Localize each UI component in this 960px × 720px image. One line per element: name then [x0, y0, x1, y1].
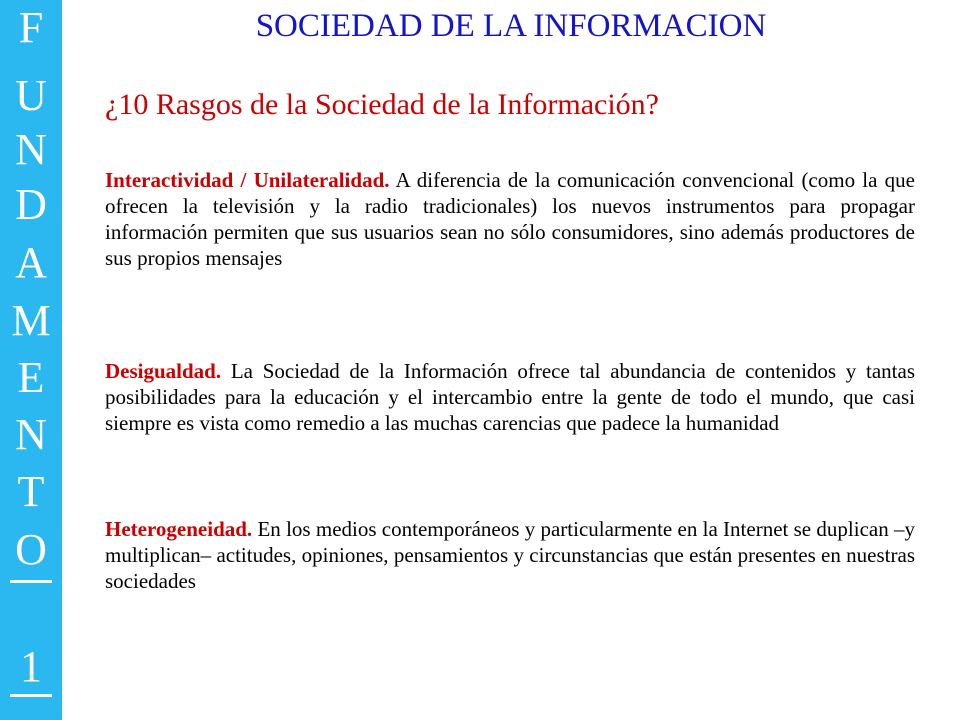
banner-letter-u: U — [15, 71, 47, 120]
banner-letter-t: T — [17, 467, 45, 516]
slide-title: SOCIEDAD DE LA INFORMACION — [255, 8, 767, 44]
banner-letter-d: D — [15, 180, 47, 229]
term-interactividad: Interactividad / Unilateralidad. — [105, 168, 390, 192]
slide-subtitle: ¿10 Rasgos de la Sociedad de la Información? — [105, 88, 659, 121]
paragraph-heterogeneidad — [105, 516, 915, 594]
text-heterogeneidad: En los medios contemporáneos y particularmente en la Internet se duplican –y multiplican– actitudes, opiniones, pensamientos y circunstancias que están presentes en nuestras sociedades — [105, 517, 915, 593]
vertical-banner — [0, 0, 62, 720]
banner-letter-a: A — [15, 238, 47, 287]
banner-letter-e: E — [17, 353, 45, 402]
paragraph-desigualdad — [105, 358, 915, 436]
term-desigualdad: Desigualdad. — [105, 359, 222, 383]
banner-letter-n2: N — [15, 410, 47, 459]
banner-letter-m: M — [11, 296, 51, 345]
paragraph-interactividad — [105, 167, 915, 271]
text-desigualdad: La Sociedad de la Información ofrece tal abundancia de contenidos y tantas posibilidades para la educación y el intercambio entre la gente de todo el mundo, que casi siempre es vista como remedio a las muchas carencias que padece la humanidad — [105, 359, 915, 435]
banner-underline — [10, 580, 52, 583]
banner-letter-o: O — [15, 525, 47, 574]
text-interactividad: A diferencia de la comunicación convencional (como la que ofrecen la televisión y la radio tradicionales) los nuevos instrumentos para propagar información permiten que sus usuarios sean no sólo consumidores, sino además productores de sus propios mensajes — [105, 168, 915, 270]
banner-letter-n: N — [15, 125, 47, 174]
banner-letter-f: F — [18, 3, 44, 52]
banner-underline — [10, 694, 52, 697]
term-heterogeneidad: Heterogeneidad. — [105, 517, 253, 541]
banner-number: 1 — [20, 642, 42, 691]
